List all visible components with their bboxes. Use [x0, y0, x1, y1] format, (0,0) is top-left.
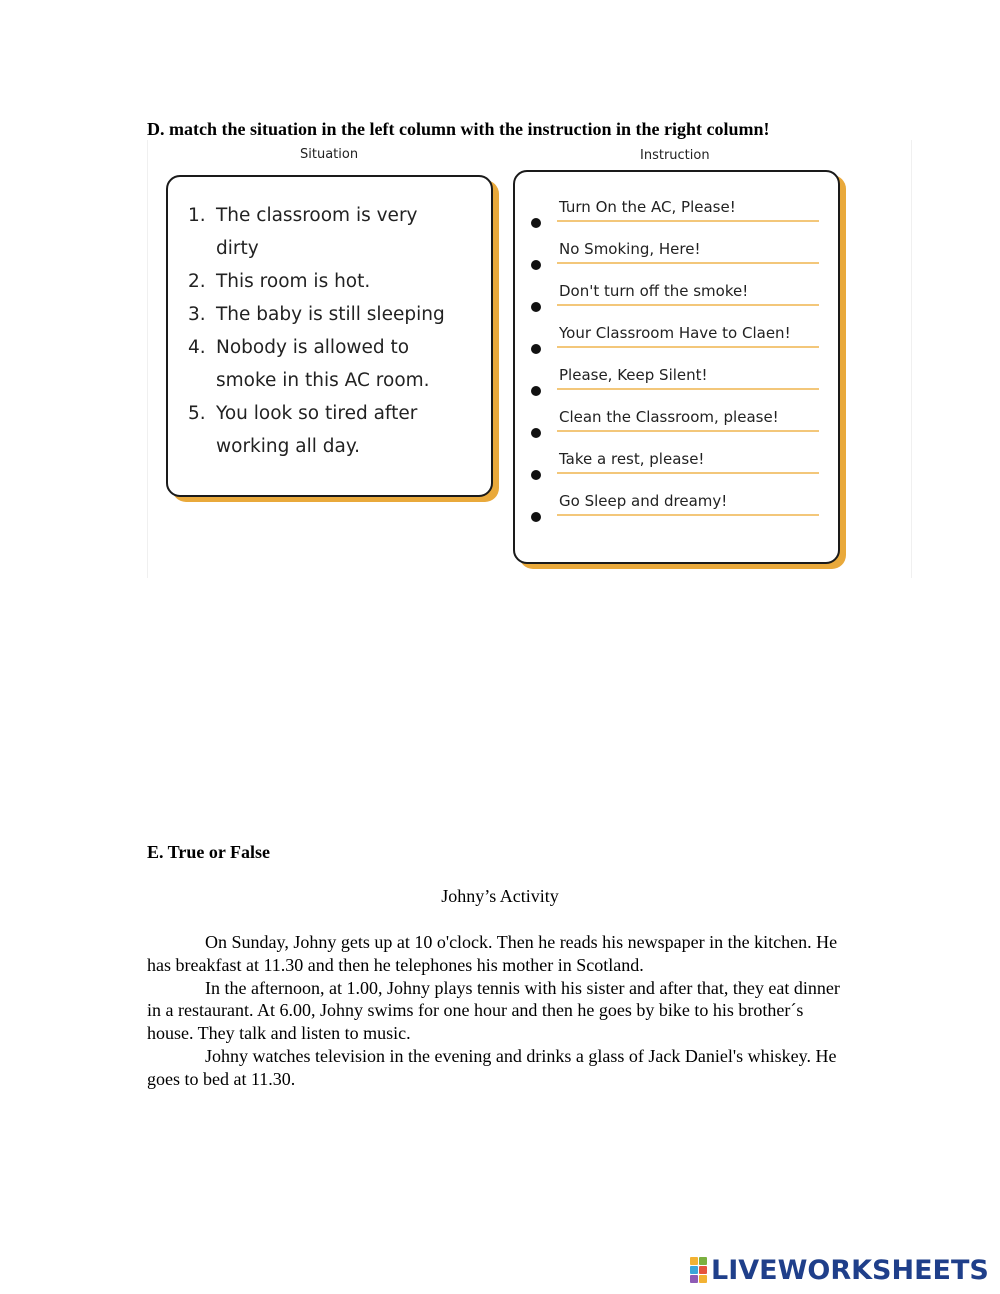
- match-dot[interactable]: [531, 344, 541, 354]
- instruction-item-4[interactable]: Your Classroom Have to Claen!: [531, 324, 821, 366]
- section-e-title: E. True or False: [147, 842, 270, 862]
- passage-title: Johny’s Activity: [441, 886, 559, 906]
- passage-paragraph-1: On Sunday, Johny gets up at 10 o'clock. Then he reads his newspaper in the kitchen. He has breakfast at 11.30 and then he telephones his mother in Scotland.: [147, 932, 838, 975]
- instruction-item-2[interactable]: No Smoking, Here!: [531, 240, 821, 282]
- instruction-header: Instruction: [640, 148, 710, 163]
- passage-paragraph-3: Johny watches television in the evening and drinks a glass of Jack Daniel's whiskey. He goes to bed at 11.30.: [147, 1045, 837, 1089]
- match-dot[interactable]: [531, 428, 541, 438]
- instruction-item-3[interactable]: Don't turn off the smoke!: [531, 282, 821, 324]
- logo-mark-icon: [690, 1257, 707, 1283]
- situation-item-4: 4. Nobody is allowed to smoke in this AC room.: [188, 337, 430, 391]
- instruction-card: [513, 170, 840, 564]
- match-dot[interactable]: [531, 302, 541, 312]
- situation-header: Situation: [300, 147, 359, 162]
- instruction-item-6[interactable]: Clean the Classroom, please!: [531, 408, 821, 450]
- situation-card: [166, 175, 493, 497]
- matching-figure: [147, 140, 912, 578]
- liveworksheets-logo[interactable]: [690, 1254, 989, 1286]
- logo-text: LIVEWORKSHEETS: [711, 1254, 989, 1286]
- match-dot[interactable]: [531, 260, 541, 270]
- match-dot[interactable]: [531, 470, 541, 480]
- instruction-item-5[interactable]: Please, Keep Silent!: [531, 366, 821, 408]
- situation-item-2: 2. This room is hot.: [188, 271, 371, 292]
- situation-item-5: 5. You look so tired after working all day.: [188, 403, 418, 457]
- passage-paragraph-2: In the afternoon, at 1.00, Johny plays tennis with his sister and after that, they eat dinner in a restaurant. At 6.00, Johny swims for one hour and then he goes by bike to his brother´s house. They talk and listen to music.: [147, 977, 840, 1044]
- situation-item-3: 3. The baby is still sleeping: [188, 304, 445, 325]
- match-dot[interactable]: [531, 512, 541, 522]
- match-dot[interactable]: [531, 386, 541, 396]
- instruction-item-1[interactable]: Turn On the AC, Please!: [531, 198, 821, 240]
- match-dot[interactable]: [531, 218, 541, 228]
- instruction-item-7[interactable]: Take a rest, please!: [531, 450, 821, 492]
- situation-item-1: 1. The classroom is very dirty: [188, 205, 418, 259]
- reading-passage: [147, 931, 847, 1091]
- instruction-item-8[interactable]: Go Sleep and dreamy!: [531, 492, 821, 534]
- situation-list: [188, 199, 466, 463]
- section-d-title: D. match the situation in the left column with the instruction in the right column!: [147, 119, 770, 139]
